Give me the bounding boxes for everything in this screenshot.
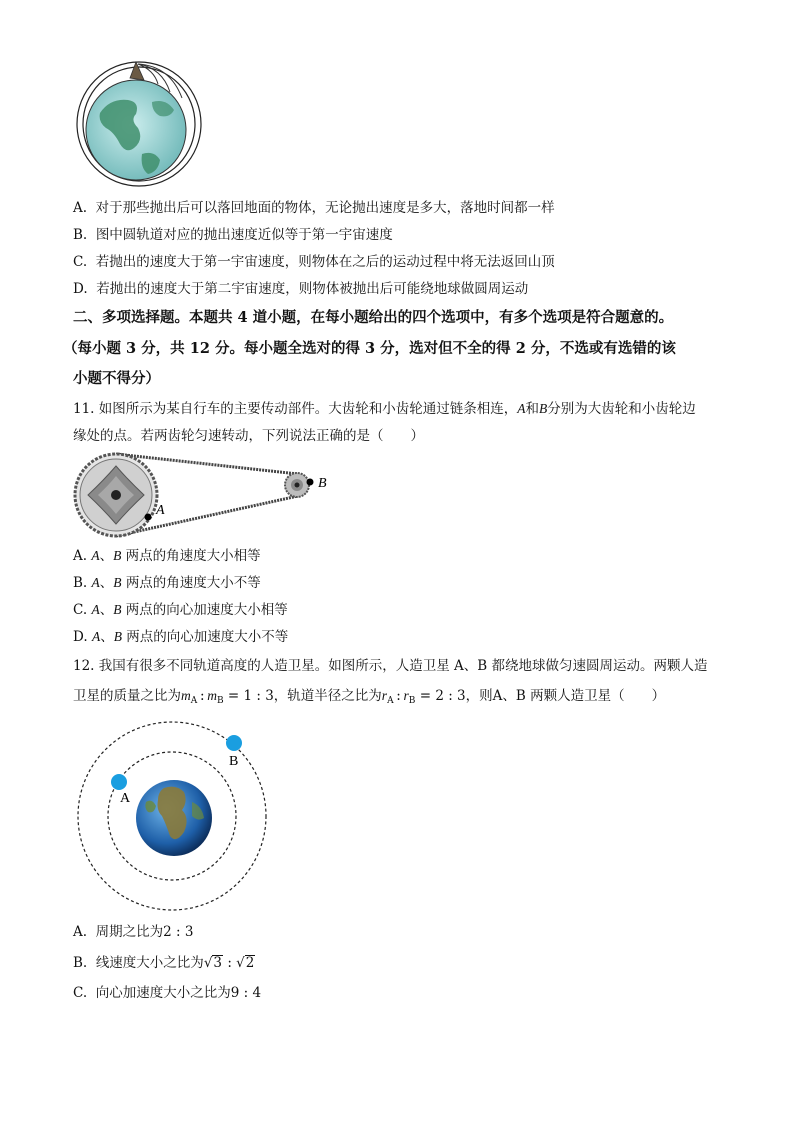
section-heading: 二、多项选择题。本题共 4 道小题，在每小题给出的四个选项中，有多个选项是符合题意的。 (73, 309, 674, 326)
section-heading-rules-end: 小题不得分） (73, 370, 160, 387)
q12-stem-2: 卫星的质量之比为$m_A$ : $m_B = 1$ : 3，轨道半径之比为$r_A$ : $r_B = 2$ : 3，则A、B 两颗人造卫星（ ） (73, 688, 666, 706)
earth-orbit-figure (70, 58, 210, 190)
satellite-a (111, 774, 127, 790)
q12-stem: 12. 我国有很多不同轨道高度的人造卫星。如图所示，人造卫星 A、B 都绕地球做匀速圆周运动。两颗人造 (73, 658, 708, 674)
q10-option-c: C. 若抛出的速度大于第一宇宙速度，则物体在之后的运动过程中将无法返回山顶 (73, 254, 555, 270)
label-a: A (156, 503, 165, 518)
q11-option-c: C. A、B 两点的向心加速度大小相等 (73, 602, 288, 618)
section-heading-rules: （每小题 3 分，共 12 分。每小题全选对的得 3 分，选对但不全的得 2 分，不选或有选错的该 (63, 340, 676, 357)
large-gear-axle (111, 490, 121, 500)
q12-option-c: C. 向心加速度大小之比为9 : 4 (73, 985, 262, 1001)
q10-option-a: A. 对于那些抛出后可以落回地面的物体，无论抛出速度是多大，落地时间都一样 (73, 200, 555, 216)
q11-option-b: B. A、B 两点的角速度大小不等 (73, 575, 261, 591)
satellite-orbit-figure (72, 718, 278, 912)
q10-option-b: B. 图中圆轨道对应的抛出速度近似等于第一宇宙速度 (73, 227, 393, 243)
q11-option-d: D. A、B 两点的向心加速度大小不等 (73, 629, 289, 645)
label-b: B (229, 754, 239, 769)
point-b (307, 479, 314, 486)
q11-option-a: A. A、B 两点的角速度大小相等 (73, 548, 261, 564)
q10-option-d: D. 若抛出的速度大于第二宇宙速度，则物体被抛出后可能绕地球做圆周运动 (73, 281, 529, 297)
small-gear-axle (295, 483, 300, 488)
satellite-b (226, 735, 242, 751)
label-b: B (318, 476, 327, 491)
q11-stem: 11. 如图所示为某自行车的主要传动部件。大齿轮和小齿轮通过链条相连，A和B分别为大齿轮和小齿轮边 (73, 401, 696, 417)
q11-stem-2: 缘处的点。若两齿轮匀速转动，下列说法正确的是（ ） (73, 428, 424, 444)
chain-drive-figure (72, 452, 332, 538)
q12-option-b: B. 线速度大小之比为√3 : √2 (73, 955, 255, 971)
q12-option-a: A. 周期之比为2 : 3 (73, 924, 194, 940)
label-a: A (120, 791, 131, 806)
point-a (145, 514, 152, 521)
